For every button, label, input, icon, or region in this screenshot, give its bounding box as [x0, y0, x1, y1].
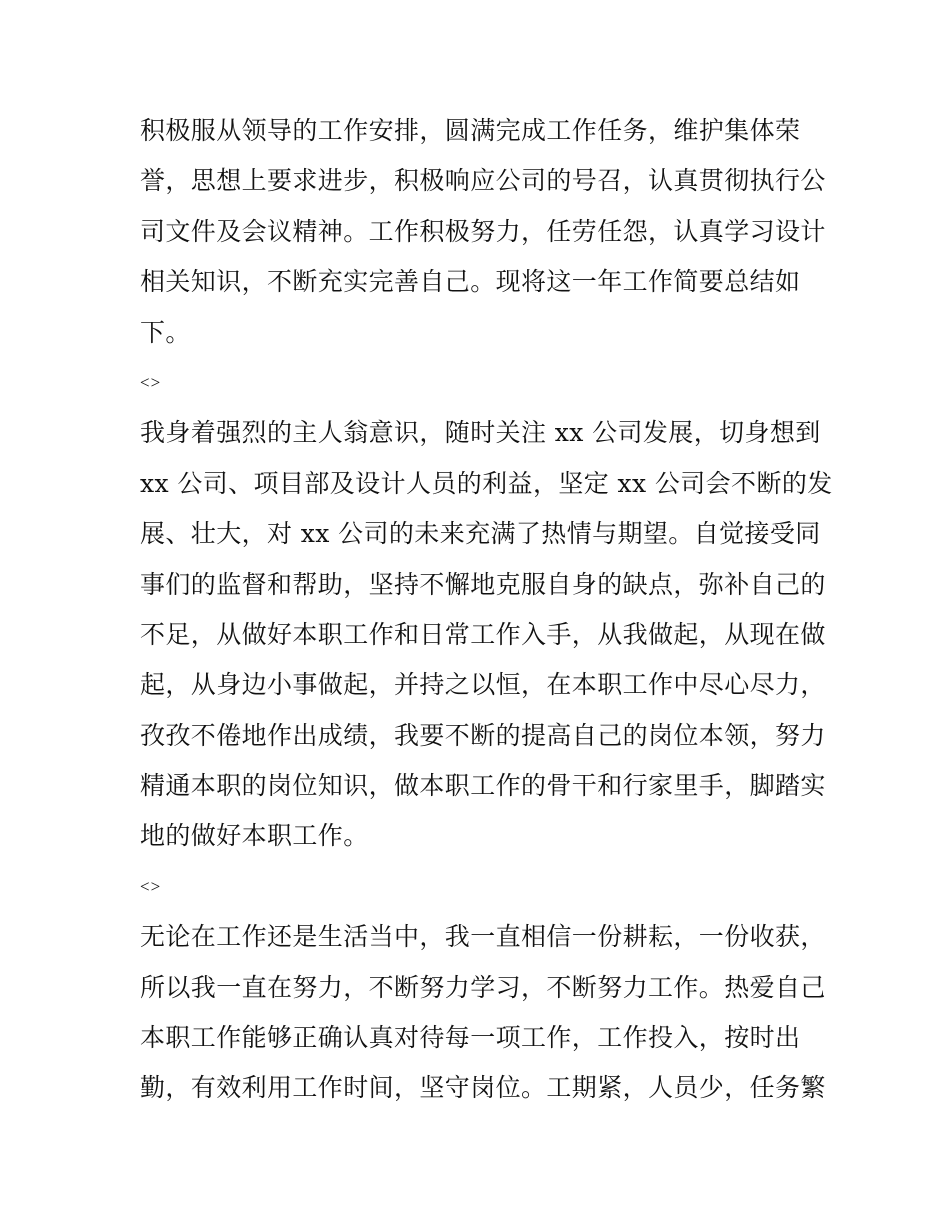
- text-line-20: 勤，有效利用工作时间，坚守岗位。工期紧，人员少，任务繁: [140, 1073, 826, 1103]
- text-line-4: 相关知识，不断充实完善自己。现将这一年工作简要总结如: [140, 267, 801, 297]
- text-line-3: 司文件及会议精神。工作积极努力，任劳任怨，认真学习设计: [140, 216, 826, 246]
- text-line-7: 我身着强烈的主人翁意识，随时关注 xx 公司发展，切身想到: [140, 418, 821, 448]
- text-line-2: 誉，思想上要求进步，积极响应公司的号召，认真贯彻执行公: [140, 166, 826, 196]
- text-line-14: 精通本职的岗位知识，做本职工作的骨干和行家里手，脚踏实: [140, 771, 826, 801]
- text-line-9: 展、壮大，对 xx 公司的未来充满了热情与期望。自觉接受同: [140, 519, 821, 549]
- text-line-15: 地的做好本职工作。: [140, 821, 369, 851]
- section-marker-2: <>: [140, 876, 162, 896]
- text-line-13: 孜孜不倦地作出成绩，我要不断的提高自己的岗位本领，努力: [140, 720, 826, 750]
- text-line-19: 本职工作能够正确认真对待每一项工作，工作投入，按时出: [140, 1023, 801, 1053]
- text-line-5: 下。: [140, 317, 191, 347]
- text-line-18: 所以我一直在努力，不断努力学习，不断努力工作。热爱自己: [140, 972, 826, 1002]
- text-line-17: 无论在工作还是生活当中，我一直相信一份耕耘，一份收获，: [140, 922, 826, 952]
- text-line-12: 起，从身边小事做起，并持之以恒，在本职工作中尽心尽力，: [140, 670, 826, 700]
- text-line-8: xx 公司、项目部及设计人员的利益，坚定 xx 公司会不断的发: [140, 468, 833, 498]
- document-body: [140, 106, 833, 1114]
- text-line-1: 积极服从领导的工作安排，圆满完成工作任务，维护集体荣: [140, 116, 801, 145]
- section-marker-1: <>: [140, 372, 162, 392]
- text-line-10: 事们的监督和帮助，坚持不懈地克服自身的缺点，弥补自己的: [140, 569, 826, 599]
- text-line-11: 不足，从做好本职工作和日常工作入手，从我做起，从现在做: [140, 619, 826, 649]
